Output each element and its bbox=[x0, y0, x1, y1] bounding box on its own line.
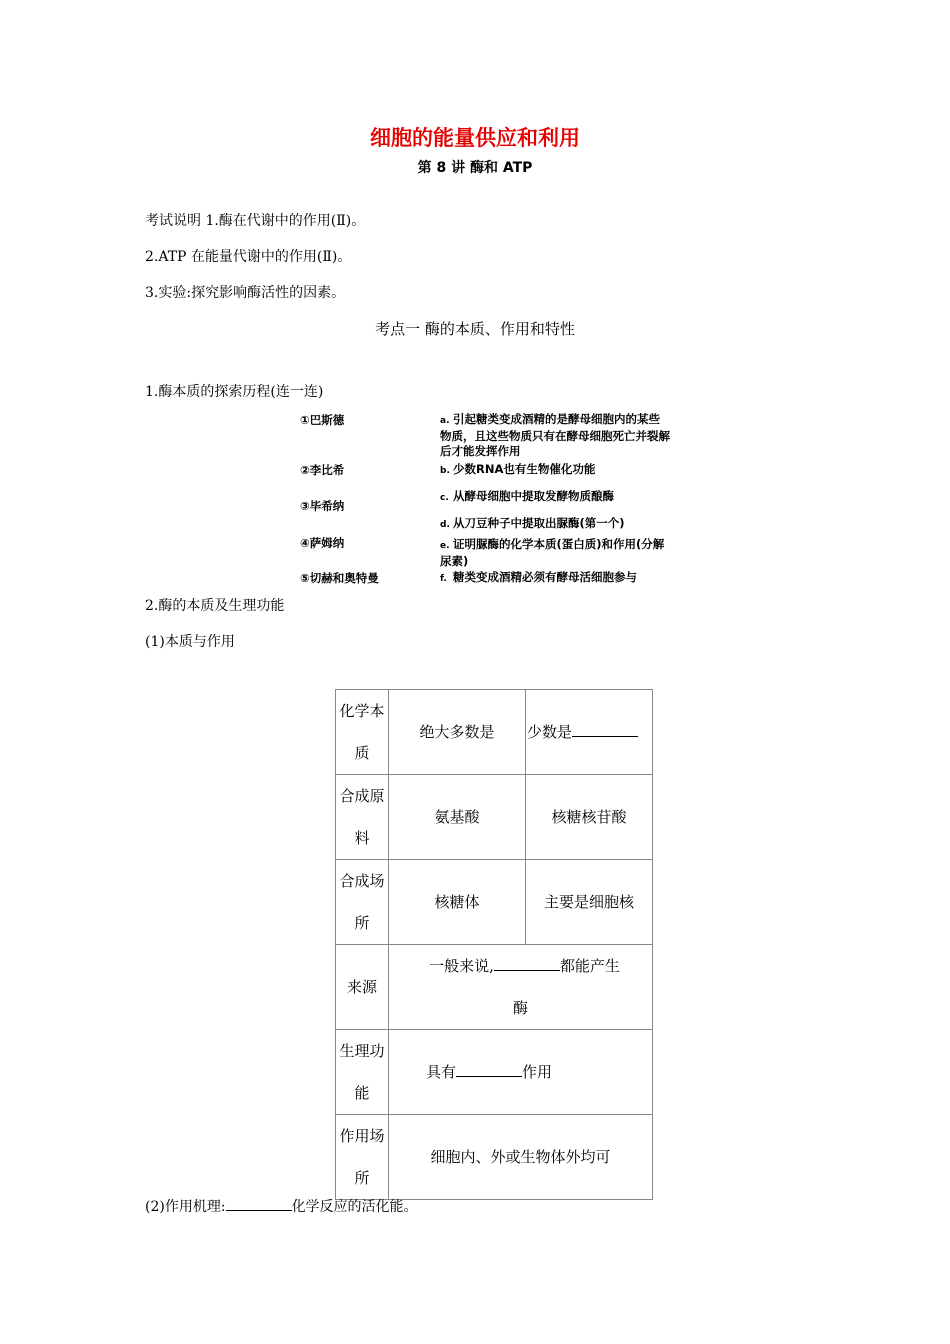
description-text: 引起糖类变成酒精的是酵母细胞内的某些物质，且这些物质只有在酵母细胞死亡并裂解后才能发挥作用 bbox=[440, 412, 670, 458]
table-cell bbox=[389, 945, 653, 1030]
table-row bbox=[336, 690, 653, 775]
table-cell: 氨基酸 bbox=[389, 775, 526, 860]
description-key: b. bbox=[440, 466, 450, 476]
row-label-text: 合成场所 bbox=[339, 872, 385, 932]
scientist-3: ③毕希纳 bbox=[300, 499, 345, 513]
q2-sub2 bbox=[145, 1196, 418, 1216]
table-row bbox=[336, 945, 653, 1030]
q2-heading: 2.酶的本质及生理功能 bbox=[145, 598, 285, 614]
description-b bbox=[440, 462, 670, 479]
description-d bbox=[440, 516, 670, 533]
description-text: 少数RNA也有生物催化功能 bbox=[453, 462, 596, 476]
row-label-text: 来源 bbox=[346, 978, 377, 996]
exam-note-1: 考试说明 1.酶在代谢中的作用(Ⅱ)。 bbox=[145, 213, 366, 229]
enzyme-table bbox=[335, 689, 653, 1200]
description-key: e. bbox=[440, 541, 450, 551]
mechanism-text: 化学反应的活化能。 bbox=[291, 1199, 418, 1215]
scientist-4: ④萨姆纳 bbox=[300, 536, 345, 550]
description-text: 从刀豆种子中提取出脲酶(第一个) bbox=[453, 516, 625, 530]
document-title: 细胞的能量供应和利用 bbox=[370, 126, 580, 150]
description-f bbox=[440, 570, 670, 587]
row-label-text: 生理功能 bbox=[339, 1042, 385, 1102]
row-label bbox=[336, 860, 389, 945]
table-cell: 核糖核苷酸 bbox=[526, 775, 653, 860]
table-cell bbox=[526, 690, 653, 775]
description-key: c. bbox=[440, 493, 449, 503]
row-label bbox=[336, 1030, 389, 1115]
row-label bbox=[336, 690, 389, 775]
cell-line-1 bbox=[389, 945, 652, 987]
row-label bbox=[336, 1115, 389, 1200]
description-key: a. bbox=[440, 416, 450, 426]
description-text: 证明脲酶的化学本质(蛋白质)和作用(分解尿素) bbox=[440, 537, 665, 568]
row-label-text: 合成原料 bbox=[339, 787, 385, 847]
description-key: f. bbox=[440, 574, 447, 584]
fill-blank[interactable] bbox=[226, 1196, 292, 1211]
table-row bbox=[336, 860, 653, 945]
cell-text: 作用 bbox=[522, 1062, 553, 1081]
row-label-text: 化学本质 bbox=[339, 702, 385, 762]
description-text: 从酵母细胞中提取发酵物质酿酶 bbox=[453, 489, 614, 503]
cell-text: 少数是 bbox=[527, 722, 573, 741]
scientist-5: ⑤切赫和奥特曼 bbox=[300, 571, 379, 585]
row-label-text: 作用场所 bbox=[339, 1127, 385, 1187]
table-cell: 细胞内、外或生物体外均可 bbox=[389, 1115, 653, 1200]
table-row bbox=[336, 1115, 653, 1200]
table-cell bbox=[389, 1030, 653, 1115]
matching-exercise bbox=[300, 410, 680, 585]
description-key: d. bbox=[440, 520, 450, 530]
fill-blank[interactable] bbox=[456, 1062, 522, 1077]
description-text: 糖类变成酒精必须有酵母活细胞参与 bbox=[453, 570, 637, 584]
description-c bbox=[440, 489, 670, 506]
table-cell: 主要是细胞核 bbox=[526, 860, 653, 945]
q1-heading: 1.酶本质的探索历程(连一连) bbox=[145, 384, 324, 400]
row-label bbox=[336, 945, 389, 1030]
table-row bbox=[336, 775, 653, 860]
exam-note-3: 3.实验:探究影响酶活性的因素。 bbox=[145, 285, 346, 301]
section-heading: 考点一 酶的本质、作用和特性 bbox=[375, 320, 575, 338]
row-label bbox=[336, 775, 389, 860]
cell-line-2: 酶 bbox=[512, 999, 528, 1017]
description-e bbox=[440, 537, 670, 569]
description-a bbox=[440, 412, 670, 459]
cell-text: 一般来说, bbox=[429, 957, 494, 975]
q2-sub1: (1)本质与作用 bbox=[145, 634, 235, 650]
cell-text: 都能产生 bbox=[559, 957, 620, 975]
fill-blank[interactable] bbox=[572, 722, 638, 737]
exam-note-2: 2.ATP 在能量代谢中的作用(Ⅱ)。 bbox=[145, 249, 352, 265]
table-row bbox=[336, 1030, 653, 1115]
mechanism-label: (2)作用机理: bbox=[145, 1199, 226, 1215]
scientist-1: ①巴斯德 bbox=[300, 413, 345, 427]
fill-blank[interactable] bbox=[494, 956, 560, 971]
lecture-subtitle: 第 8 讲 酶和 ATP bbox=[417, 160, 533, 176]
scientist-2: ②李比希 bbox=[300, 463, 345, 477]
table-cell: 核糖体 bbox=[389, 860, 526, 945]
cell-text: 具有 bbox=[426, 1062, 457, 1081]
table-cell: 绝大多数是 bbox=[389, 690, 526, 775]
